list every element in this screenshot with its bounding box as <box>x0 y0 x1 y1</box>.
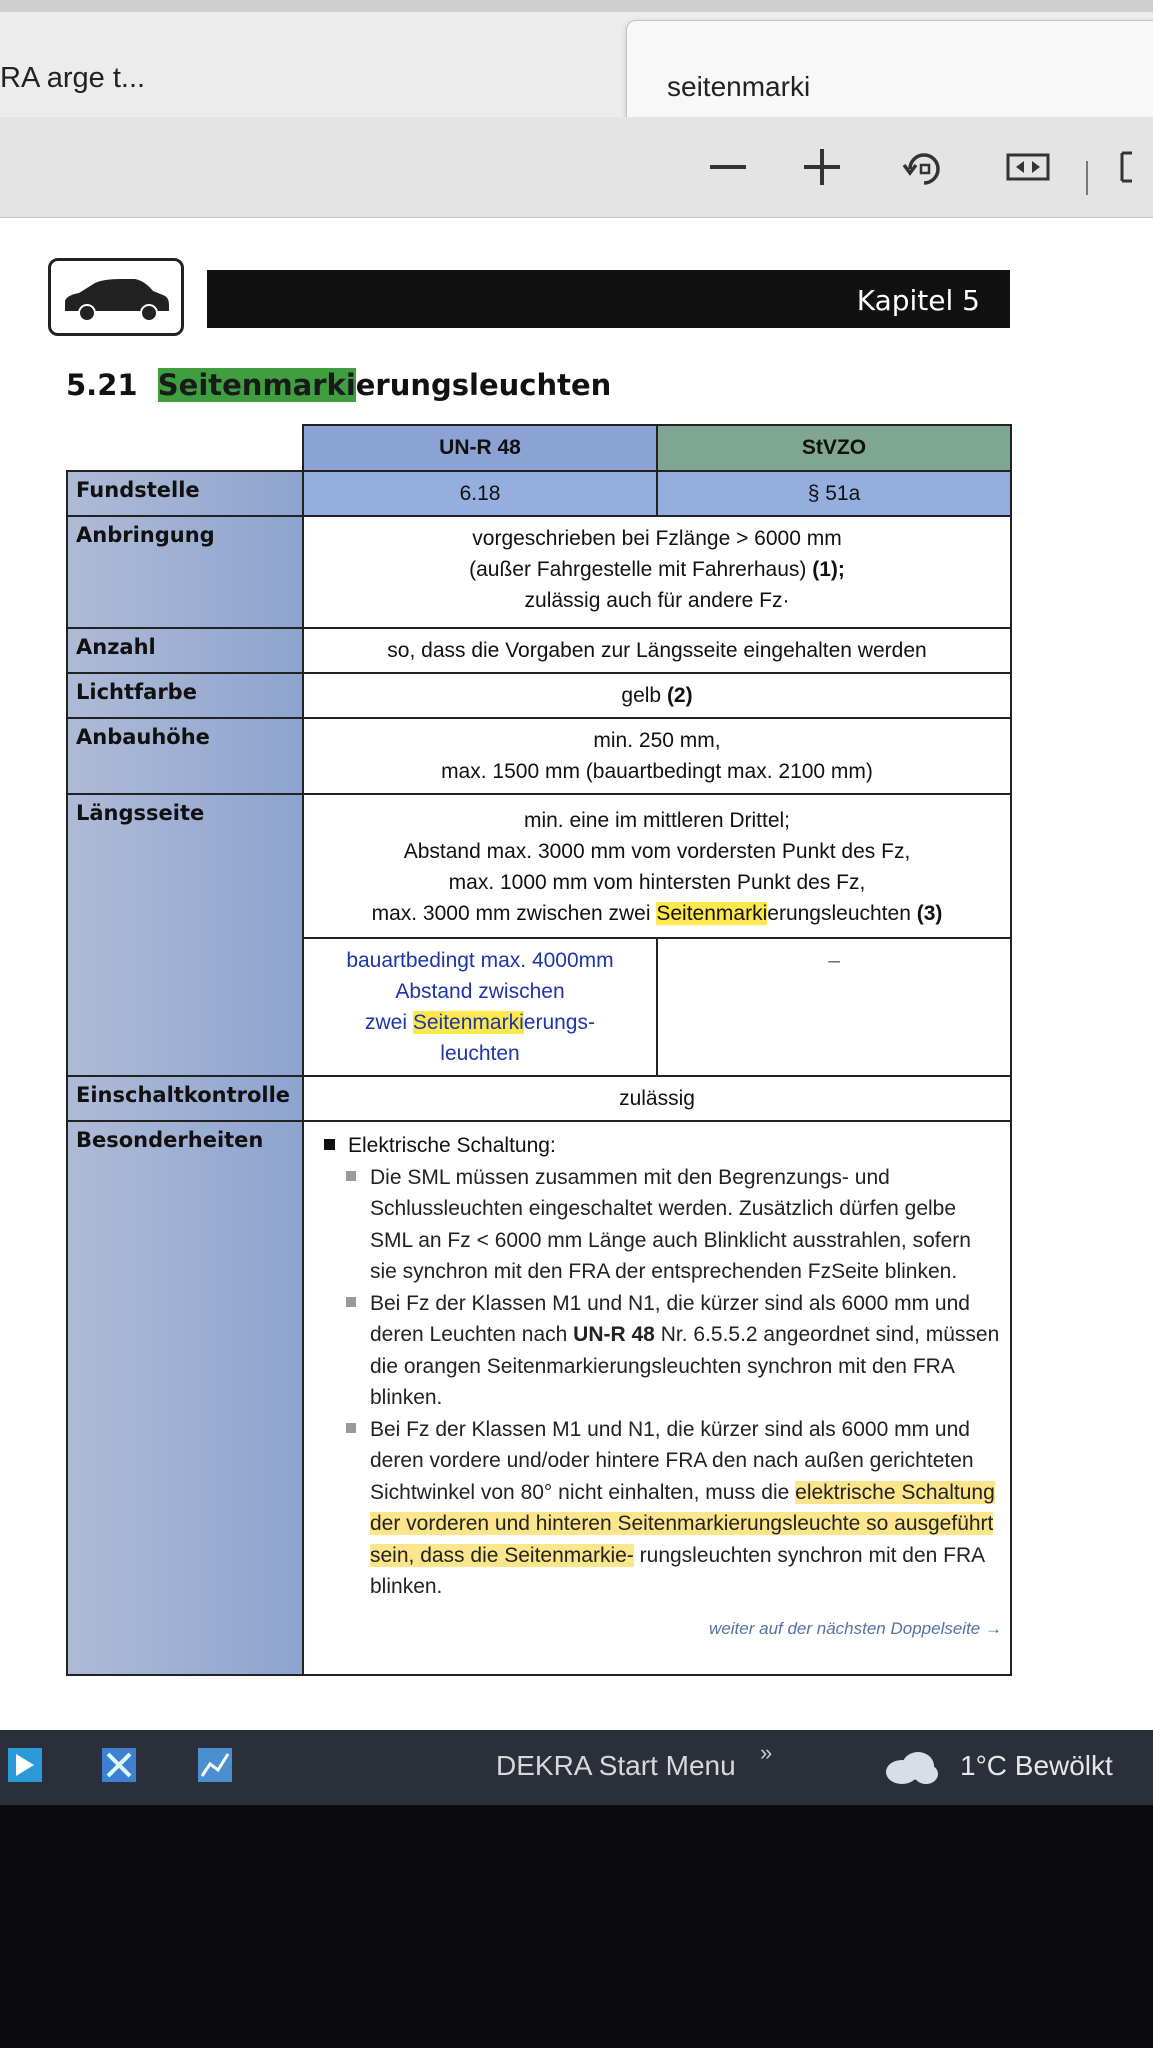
fit-width-icon <box>1004 145 1052 189</box>
anbringung-value <box>303 516 1011 628</box>
anbauhoehe-line-2: max. 1500 mm (bauartbedingt max. 2100 mm) <box>441 760 873 783</box>
tab-title[interactable]: RA arge t... <box>0 62 146 94</box>
sub-bullet-3 <box>324 1414 1002 1603</box>
laengsseite-line-4-text: max. 3000 mm zwischen zwei <box>371 902 651 925</box>
laengsseite-un-line-4: leuchten <box>440 1042 520 1065</box>
laengsseite-un-line-3-rest: erungs- <box>523 1011 595 1034</box>
rotate-icon <box>900 145 948 189</box>
row-anbringung <box>67 516 1011 628</box>
row-fundstelle <box>67 471 1011 516</box>
spec-table <box>66 424 1012 1676</box>
zoom-out-button[interactable] <box>706 145 750 189</box>
zoom-in-button[interactable] <box>800 145 844 189</box>
section-title <box>66 368 611 402</box>
taskbar-chevron[interactable]: » <box>760 1740 773 1765</box>
network-icon <box>100 1746 138 1784</box>
toolbar-separator <box>1086 161 1088 195</box>
minus-icon <box>706 145 750 189</box>
laengsseite-un-line-1: bauartbedingt max. 4000mm <box>346 949 614 972</box>
sub-bullet-3-highlight: elektrische Schaltung der vorderen und hinteren Seitenmarkierungsleuchte so ausgeführt sein, dass die Seitenmarkie- <box>370 1480 995 1567</box>
laengsseite-note: (3) <box>916 902 943 925</box>
laengsseite-un-value <box>303 938 657 1076</box>
laengsseite-line-3: max. 1000 mm vom hintersten Punkt des Fz, <box>448 871 866 894</box>
laengsseite-line-2: Abstand max. 3000 mm vom vordersten Punkt des Fz, <box>403 840 911 863</box>
anbringung-line-2-text: (außer Fahrgestelle mit Fahrerhaus) <box>469 558 807 581</box>
chapter-label: Kapitel 5 <box>856 284 980 317</box>
taskbar-app-2[interactable] <box>100 1746 138 1784</box>
pdf-toolbar <box>0 117 1153 218</box>
laengsseite-search-highlight: Seitenmarki <box>656 902 768 925</box>
car-icon <box>51 261 181 333</box>
plus-icon <box>800 145 844 189</box>
pdf-page <box>0 218 1153 1730</box>
lichtfarbe-value <box>303 673 1011 718</box>
anbauhoehe-line-1: min. 250 mm, <box>593 729 721 752</box>
taskbar-app-1[interactable] <box>6 1746 44 1784</box>
laengsseite-un-line-2: Abstand zwischen <box>395 980 565 1003</box>
taskbar-app-3[interactable] <box>196 1746 234 1784</box>
laengsseite-line-1: min. eine im mittleren Drittel; <box>523 809 791 832</box>
lichtfarbe-note: (2) <box>666 684 693 707</box>
title-search-highlight: Seitenmarki <box>157 368 356 402</box>
laengsseite-value <box>303 794 1011 938</box>
sub-bullet-3-rest: rungsleuchten synchron mit den FRA blinken. <box>370 1543 984 1598</box>
car-badge <box>48 258 184 336</box>
header-empty-cell <box>67 425 303 471</box>
label-anzahl: Anzahl <box>67 628 303 673</box>
sub-bullet-2-text: Bei Fz der Klassen M1 und N1, die kürzer sind als 6000 mm und deren Leuchten nach <box>370 1291 970 1346</box>
sub-bullet-1-text: Die SML müssen zusammen mit den Begrenzungs- und Schlussleuchten eingeschaltet werden. Zusätzlich dürfen gelbe SML an Fz < 6000 mm Länge auch Blinklicht ausstrahlen, sofern sie synchron mit den FRA der entsprechenden FzSeite blinken. <box>370 1165 971 1283</box>
laengsseite-line-4 <box>312 898 1002 929</box>
anbringung-note: (1); <box>812 558 845 581</box>
page-view-button[interactable] <box>1118 145 1153 189</box>
row-einschalt <box>67 1076 1011 1121</box>
anbringung-line-2 <box>312 554 1002 585</box>
window-top-strip <box>0 0 1153 12</box>
taskbar <box>0 1730 1153 1805</box>
cloud-icon <box>882 1750 940 1786</box>
bullet-1 <box>324 1130 1002 1162</box>
row-laengsseite <box>67 794 1011 938</box>
label-laengsseite: Längsseite <box>67 794 303 1076</box>
page-view-icon <box>1118 145 1153 189</box>
label-besonder: Besonderheiten <box>67 1121 303 1675</box>
row-besonder <box>67 1121 1011 1675</box>
laengsseite-un-search-highlight: Seitenmarki <box>412 1011 524 1034</box>
einschalt-value: zulässig <box>303 1076 1011 1121</box>
table-header-row <box>67 425 1011 471</box>
fit-width-button[interactable] <box>1004 145 1052 189</box>
anbringung-line-3: zulässig auch für andere Fz· <box>524 589 790 612</box>
sub-bullet-2 <box>324 1288 1002 1414</box>
label-lichtfarbe: Lichtfarbe <box>67 673 303 718</box>
col-header-stvzo: StVZO <box>657 425 1011 471</box>
weather-text[interactable]: 1°C Bewölkt <box>960 1750 1113 1781</box>
sub-bullet-3-text: Bei Fz der Klassen M1 und N1, die kürzer sind als 6000 mm und deren vordere und/oder hintere FRA den nach außen gerichteten Sichtwinkel von 80° nicht einhalten, muss die <box>370 1417 974 1504</box>
section-number: 5.21 <box>66 368 138 402</box>
row-lichtfarbe <box>67 673 1011 718</box>
sub-bullet-1 <box>324 1162 1002 1288</box>
label-einschalt: Einschaltkontrolle <box>67 1076 303 1121</box>
fundstelle-un: 6.18 <box>303 471 657 516</box>
row-anzahl <box>67 628 1011 673</box>
dekra-start-menu[interactable]: DEKRA Start Menu <box>496 1750 736 1781</box>
bullet-1-text: Elektrische Schaltung: <box>348 1134 556 1157</box>
label-anbauhoehe: Anbauhöhe <box>67 718 303 794</box>
row-anbauhoehe <box>67 718 1011 794</box>
laengsseite-stvzo-value: – <box>657 938 1011 1076</box>
continue-note: weiter auf der nächsten Doppelseite → <box>709 1618 1002 1638</box>
lichtfarbe-text: gelb <box>621 684 662 707</box>
anzahl-value: so, dass die Vorgaben zur Längsseite eingehalten werden <box>303 628 1011 673</box>
chapter-header <box>207 270 1010 328</box>
sub-bullet-2-rest: Nr. 6.5.5.2 angeordnet sind, müssen die orangen Seitenmarkierungsleuchten synchron mit den FRA blinken. <box>370 1323 1000 1409</box>
label-fundstelle: Fundstelle <box>67 471 303 516</box>
sub-bullet-2-ref: UN-R 48 <box>573 1323 655 1346</box>
play-arrow-icon <box>6 1746 44 1784</box>
laengsseite-un-line-3-text: zwei <box>365 1011 408 1034</box>
rotate-button[interactable] <box>900 145 948 189</box>
chart-icon <box>196 1746 234 1784</box>
col-header-un: UN-R 48 <box>303 425 657 471</box>
find-input[interactable]: seitenmarki <box>667 71 811 102</box>
label-anbringung: Anbringung <box>67 516 303 628</box>
anbringung-line-1: vorgeschrieben bei Fzlänge > 6000 mm <box>472 527 842 550</box>
laengsseite-un-line-3 <box>312 1007 648 1038</box>
besonder-value <box>303 1121 1011 1675</box>
fundstelle-stvzo: § 51a <box>657 471 1011 516</box>
title-rest: erungsleuchten <box>355 368 612 402</box>
laengsseite-line-4-rest: erungsleuchten <box>767 902 911 925</box>
anbauhoehe-value <box>303 718 1011 794</box>
